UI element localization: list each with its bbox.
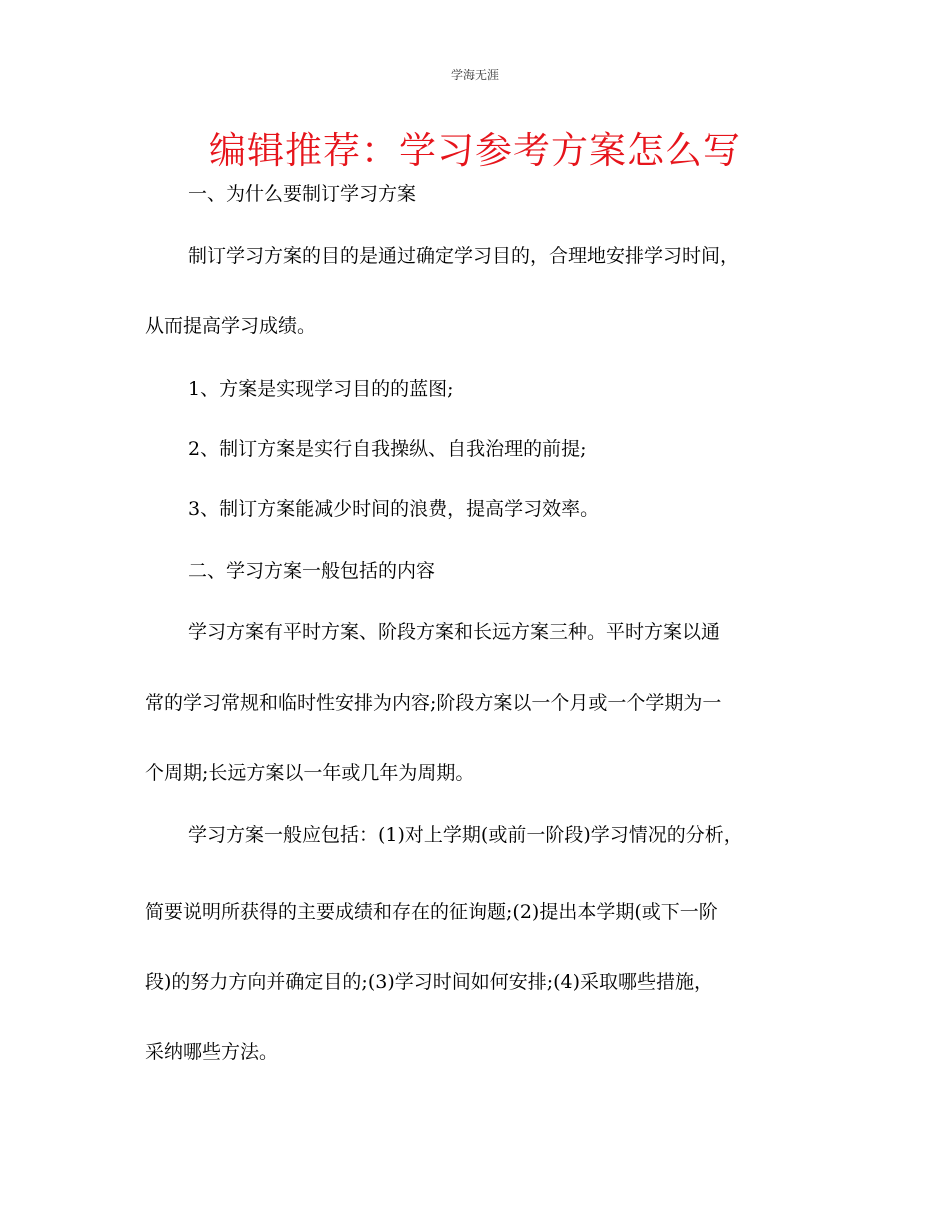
list-item: 2、制订方案是实行自我操纵、自我治理的前提; [188, 438, 587, 460]
section-heading-1: 一、为什么要制订学习方案 [188, 183, 417, 205]
list-item: 3、制订方案能减少时间的浪费，提高学习效率。 [188, 498, 600, 520]
paragraph-line: 段)的努力方向并确定目的;(3)学习时间如何安排;(4)采取哪些措施， [145, 971, 714, 993]
list-item: 1、方案是实现学习目的的蓝图; [188, 378, 454, 400]
paragraph-line: 个周期;长远方案以一年或几年为周期。 [145, 762, 475, 784]
paragraph-line: 从而提高学习成绩。 [145, 315, 317, 337]
paragraph-line: 简要说明所获得的主要成绩和存在的征询题;(2)提出本学期(或下一阶 [145, 901, 718, 923]
document-title: 编辑推荐：学习参考方案怎么写 [209, 129, 741, 172]
paragraph-line: 制订学习方案的目的是通过确定学习目的，合理地安排学习时间， [188, 245, 740, 267]
paragraph-line: 学习方案一般应包括：(1)对上学期(或前一阶段)学习情况的分析， [188, 824, 743, 846]
section-heading-2: 二、学习方案一般包括的内容 [188, 560, 436, 582]
paragraph-line: 采纳哪些方法。 [145, 1041, 279, 1063]
page-header: 学海无涯 [450, 68, 499, 82]
paragraph-line: 学习方案有平时方案、阶段方案和长远方案三种。平时方案以通 [188, 621, 721, 643]
paragraph-line: 常的学习常规和临时性安排为内容;阶段方案以一个月或一个学期为一 [145, 692, 722, 714]
